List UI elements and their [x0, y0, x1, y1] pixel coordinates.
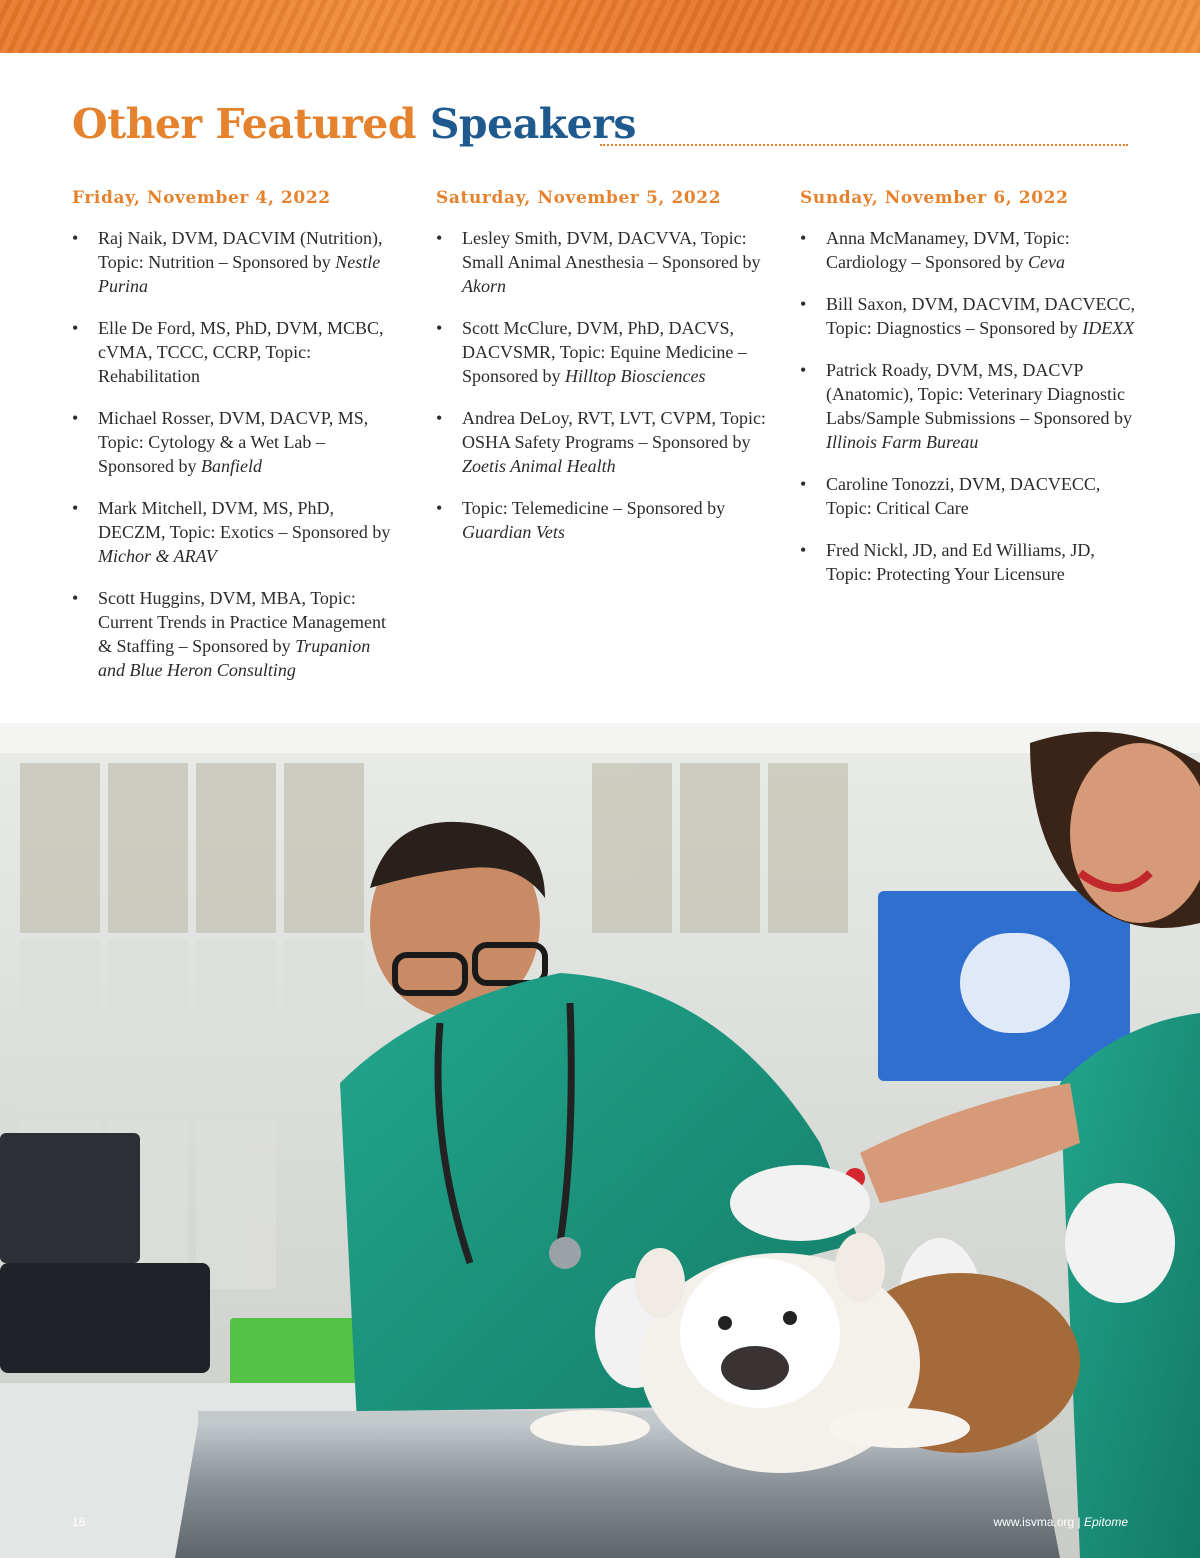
speaker-list — [72, 226, 392, 682]
sponsor-name: IDEXX — [1082, 318, 1135, 338]
speaker-text: Mark Mitchell, DVM, MS, PhD, DECZM, Topic: Exotics – Sponsored by — [98, 498, 391, 542]
bullet-icon: • — [436, 228, 443, 248]
bullet-icon: • — [72, 228, 79, 248]
sponsor-name: Nestle Purina — [98, 252, 381, 296]
sponsor-name: Hilltop Biosciences — [565, 366, 706, 386]
sponsor-name: Zoetis Animal Health — [462, 456, 616, 476]
page-title — [72, 100, 636, 160]
day-column-friday — [72, 188, 392, 700]
bullet-icon: • — [72, 318, 79, 338]
bullet-icon: • — [72, 588, 79, 608]
title-part-blue: Speakers — [429, 100, 636, 148]
day-title: Saturday, November 5, 2022 — [436, 188, 722, 208]
day-column-saturday — [436, 188, 766, 562]
vet-photo-illustration — [0, 723, 1200, 1558]
bullet-icon: • — [800, 228, 807, 248]
footer-site[interactable]: www.isvma.org | — [993, 1515, 1084, 1529]
bullet-icon: • — [436, 498, 443, 518]
speaker-item — [800, 292, 1140, 340]
speaker-text: Caroline Tonozzi, DVM, DACVECC, Topic: Critical Care — [826, 474, 1101, 518]
title-part-orange: Other Featured — [72, 100, 417, 148]
speaker-item — [72, 316, 392, 388]
speaker-list — [800, 226, 1140, 586]
speaker-item — [800, 358, 1140, 454]
sponsor-name: Akorn — [462, 276, 506, 296]
speaker-text: Anna McManamey, DVM, Topic: Cardiology – Sponsored by — [826, 228, 1070, 272]
speaker-item — [436, 316, 766, 388]
sponsor-name: Guardian Vets — [462, 522, 565, 542]
speaker-item — [436, 496, 766, 544]
speaker-text: Lesley Smith, DVM, DACVVA, Topic: Small Animal Anesthesia – Sponsored by — [462, 228, 761, 272]
bullet-icon: • — [800, 294, 807, 314]
speaker-item — [800, 538, 1140, 586]
day-title: Sunday, November 6, 2022 — [800, 188, 1069, 208]
speaker-item — [800, 226, 1140, 274]
speaker-text: Fred Nickl, JD, and Ed Williams, JD, Topic: Protecting Your Licensure — [826, 540, 1095, 584]
speaker-text: Scott Huggins, DVM, MBA, Topic: Current Trends in Practice Management & Staffing – Sponsored by — [98, 588, 386, 656]
speaker-item — [436, 406, 766, 478]
bullet-icon: • — [800, 360, 807, 380]
page-number: 18 — [72, 1515, 86, 1529]
speaker-text: Bill Saxon, DVM, DACVIM, DACVECC, Topic: Diagnostics – Sponsored by — [826, 294, 1136, 338]
footer-publication: Epitome — [1083, 1515, 1128, 1529]
sponsor-name: Banfield — [201, 456, 262, 476]
sponsor-name: Illinois Farm Bureau — [826, 432, 979, 452]
bullet-icon: • — [436, 408, 443, 428]
title-dotted-rule — [600, 144, 1128, 146]
bullet-icon: • — [436, 318, 443, 338]
vet-clinic-photo — [0, 723, 1200, 1558]
sponsor-name: Trupanion and Blue Heron Consulting — [98, 636, 371, 680]
speaker-text: Topic: Telemedicine – Sponsored by — [462, 498, 726, 518]
sponsor-name: Michor & ARAV — [98, 546, 217, 566]
day-column-sunday — [800, 188, 1140, 604]
speaker-text: Raj Naik, DVM, DACVIM (Nutrition), Topic: Nutrition – Sponsored by — [98, 228, 383, 272]
speaker-item — [800, 472, 1140, 520]
speaker-item — [72, 406, 392, 478]
bullet-icon: • — [800, 474, 807, 494]
speaker-item — [72, 496, 392, 568]
day-title: Friday, November 4, 2022 — [72, 188, 331, 208]
top-decorative-band — [0, 0, 1200, 53]
bullet-icon: • — [72, 498, 79, 518]
speaker-list — [436, 226, 766, 544]
speaker-text: Scott McClure, DVM, PhD, DACVS, DACVSMR, Topic: Equine Medicine – Sponsored by — [462, 318, 747, 386]
speaker-text: Elle De Ford, MS, PhD, DVM, MCBC, cVMA, TCCC, CCRP, Topic: Rehabilitation — [98, 318, 384, 386]
sponsor-name: Ceva — [1028, 252, 1065, 272]
bullet-icon: • — [800, 540, 807, 560]
speaker-item — [436, 226, 766, 298]
bullet-icon: • — [72, 408, 79, 428]
footer-credit — [994, 1515, 1129, 1529]
speaker-item — [72, 586, 392, 682]
speaker-item — [72, 226, 392, 298]
speaker-text: Andrea DeLoy, RVT, LVT, CVPM, Topic: OSHA Safety Programs – Sponsored by — [462, 408, 766, 452]
speaker-text: Patrick Roady, DVM, MS, DACVP (Anatomic), Topic: Veterinary Diagnostic Labs/Sample Submissions – Sponsored by — [826, 360, 1133, 428]
speaker-text: Michael Rosser, DVM, DACVP, MS, Topic: Cytology & a Wet Lab – Sponsored by — [98, 408, 369, 476]
